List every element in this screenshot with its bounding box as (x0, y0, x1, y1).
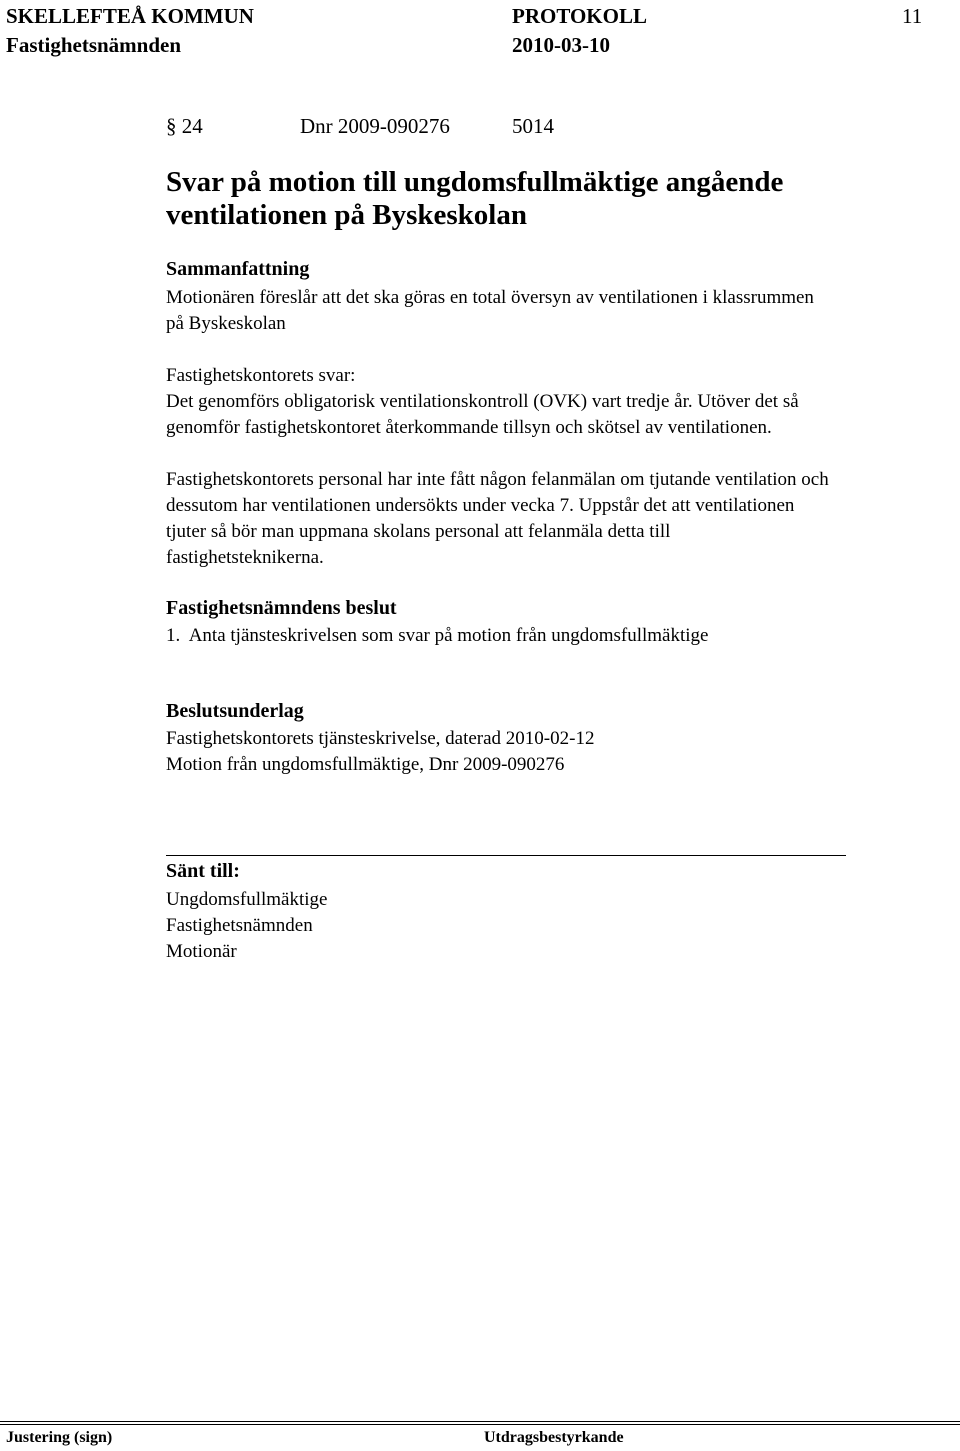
case-code: 5014 (512, 114, 554, 138)
office-answer-p1-line-1: Det genomförs obligatorisk ventilationskontroll (OVK) vart tredje år. Utöver det så (166, 391, 799, 412)
summary-heading: Sammanfattning (166, 258, 310, 280)
meeting-date: 2010-03-10 (512, 33, 610, 57)
office-answer-p2-line-1: Fastighetskontorets personal har inte fått någon felanmälan om tjutande ventilation och (166, 469, 829, 490)
footer-rule (0, 1421, 960, 1422)
case-title-line-1: Svar på motion till ungdomsfullmäktige angående (166, 166, 784, 198)
recipient-item: Ungdomsfullmäktige (166, 889, 328, 910)
footer-certification-label: Utdragsbestyrkande (484, 1429, 624, 1446)
office-answer-p1-line-2: genomför fastighetskontoret återkommande tillsyn och skötsel av ventilationen. (166, 417, 772, 438)
case-dnr: Dnr 2009-090276 (300, 114, 450, 138)
office-answer-p2-line-4: fastighetsteknikerna. (166, 547, 324, 568)
basis-heading: Beslutsunderlag (166, 700, 304, 722)
basis-item-1: Fastighetskontorets tjänsteskrivelse, daterad 2010-02-12 (166, 728, 595, 749)
footer-rule-double (0, 1424, 960, 1425)
distribution-separator (166, 855, 846, 856)
recipient-item: Motionär (166, 941, 237, 962)
org-name: SKELLEFTEÅ KOMMUN (6, 4, 254, 28)
case-title-line-2: ventilationen på Byskeskolan (166, 199, 527, 231)
page-number: 11 (902, 4, 923, 28)
paragraph-number: § 24 (166, 114, 203, 138)
doc-type: PROTOKOLL (512, 4, 647, 28)
decision-heading: Fastighetsnämndens beslut (166, 597, 397, 619)
office-answer-p2-line-3: tjuter så bör man uppmana skolans personal att felanmäla detta till (166, 521, 671, 542)
sent-to-heading: Sänt till: (166, 860, 240, 882)
committee-name: Fastighetsnämnden (6, 33, 182, 57)
decision-item-1: 1. Anta tjänsteskrivelsen som svar på motion från ungdomsfullmäktige (166, 625, 709, 646)
basis-item-2: Motion från ungdomsfullmäktige, Dnr 2009-090276 (166, 754, 565, 775)
summary-line-2: på Byskeskolan (166, 313, 286, 334)
office-answer-p2-line-2: dessutom har ventilationen undersökts under vecka 7. Uppstår det att ventilationen (166, 495, 795, 516)
recipient-item: Fastighetsnämnden (166, 915, 313, 936)
summary-line-1: Motionären föreslår att det ska göras en total översyn av ventilationen i klassrummen (166, 287, 814, 308)
footer-signature-label: Justering (sign) (6, 1429, 113, 1446)
office-answer-heading: Fastighetskontorets svar: (166, 365, 356, 386)
